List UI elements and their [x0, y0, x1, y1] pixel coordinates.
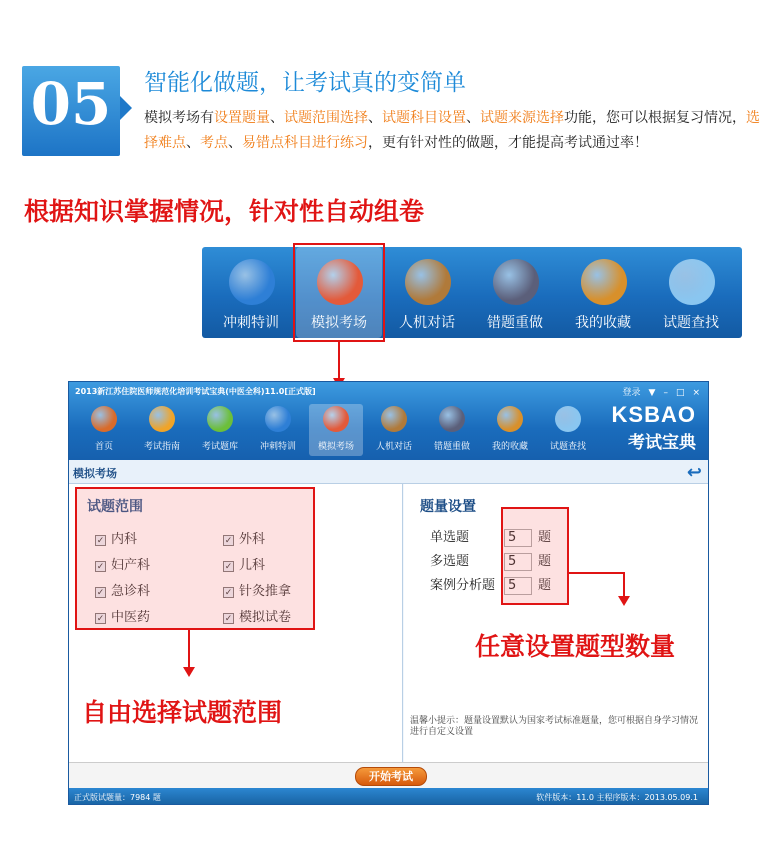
menu-button[interactable]: ▼	[648, 388, 656, 398]
arrow-head	[183, 667, 195, 677]
callout-scope: 自由选择试题范围	[82, 698, 283, 727]
checkbox-icon: ✓	[96, 588, 105, 598]
toolbar-magnifier[interactable]	[541, 404, 595, 456]
toolbar-label: 我的收藏	[491, 442, 528, 452]
quantity-label: 多选题	[430, 554, 470, 569]
scope-checkbox-label: 儿科	[239, 558, 266, 573]
toolbar-label: 模拟考场	[317, 442, 354, 452]
banner-tool-magnifier[interactable]	[648, 247, 734, 338]
scope-checkbox-label: 中医药	[111, 610, 151, 625]
checkbox-icon: ✓	[96, 536, 105, 546]
highlight-text: 易错点科目进行练习	[242, 135, 368, 151]
window-controls	[615, 385, 701, 398]
status-version: 软件版本：11.0 主程序版本：2013.05.09.1	[536, 793, 698, 802]
brand-subname: 考试宝典	[628, 433, 696, 453]
quantity-input[interactable]: 5	[504, 529, 532, 547]
quantity-unit: 题	[538, 530, 552, 545]
home-icon	[91, 406, 117, 432]
section-number-badge	[22, 66, 120, 156]
books-icon	[207, 406, 233, 432]
toolbar-banner	[202, 247, 742, 338]
quantity-label: 单选题	[430, 530, 470, 545]
status-bar	[69, 788, 708, 805]
chess-knight-icon	[405, 259, 451, 305]
footer-bar	[69, 762, 708, 788]
arrow-line	[188, 630, 190, 670]
scope-checkbox-label: 外科	[239, 532, 266, 547]
checkbox-icon: ✓	[224, 614, 233, 624]
status-question-count: 正式版试题量：7984 题	[74, 793, 161, 802]
arrow-line	[623, 572, 625, 598]
highlight-text: 选择难点	[144, 110, 760, 151]
toolbar-clock[interactable]	[309, 404, 363, 456]
maximize-button[interactable]: □	[675, 388, 685, 398]
toolbar-compass[interactable]	[135, 404, 189, 456]
checkbox-icon: ✓	[96, 562, 105, 572]
checkbox-icon: ✓	[224, 536, 233, 546]
banner-tool-label: 人机对话	[399, 315, 455, 331]
breadcrumb-label: 模拟考场	[73, 467, 117, 480]
quantity-label: 案例分析题	[430, 578, 496, 593]
magnifier-icon	[555, 406, 581, 432]
checkbox-icon: ✓	[224, 562, 233, 572]
gift-box-icon	[497, 406, 523, 432]
section-number: 05	[30, 70, 112, 138]
scope-title: 试题范围	[87, 499, 143, 515]
banner-tool-chess-knight[interactable]	[384, 247, 470, 338]
hint-text: 温馨小提示：题量设置默认为国家考试标准题量，您可根据自身学习情况进行自定义设置	[410, 716, 699, 737]
toolbar-books[interactable]	[193, 404, 247, 456]
subtitle: 根据知识掌握情况，针对性自动组卷	[24, 197, 425, 226]
description	[144, 106, 764, 156]
scope-checkbox-label: 内科	[111, 532, 138, 547]
scope-checkbox-label: 针灸推拿	[239, 584, 292, 599]
highlight-text: 试题来源选择	[480, 110, 564, 126]
quantity-input[interactable]: 5	[504, 553, 532, 571]
arrow-head	[618, 596, 630, 606]
globe-icon	[265, 406, 291, 432]
toolbar-label: 试题查找	[549, 442, 586, 452]
headline: 智能化做题，让考试真的变简单	[144, 70, 466, 96]
toolbar-label: 考试指南	[143, 442, 180, 452]
quantity-title: 题量设置	[420, 499, 476, 515]
back-arrow-icon[interactable]: ↩	[686, 462, 702, 483]
highlight-mock-exam	[293, 243, 385, 342]
description-text: 、	[228, 135, 242, 151]
toolbar-gift-box[interactable]	[483, 404, 537, 456]
toolbar-globe[interactable]	[251, 404, 305, 456]
description-text: 、	[270, 110, 284, 126]
checkbox-icon: ✓	[224, 588, 233, 598]
toolbar-home[interactable]	[77, 404, 131, 456]
pen-inkwell-icon	[493, 259, 539, 305]
toolbar-pen-inkwell[interactable]	[425, 404, 479, 456]
banner-tool-pen-inkwell[interactable]	[472, 247, 558, 338]
brand-logo	[612, 402, 696, 453]
banner-tool-label: 冲刺特训	[223, 315, 279, 331]
callout-quantity: 任意设置题型数量	[475, 632, 676, 661]
banner-tool-label: 试题查找	[663, 315, 719, 331]
checkbox-icon: ✓	[96, 614, 105, 624]
toolbar-label: 冲刺特训	[259, 442, 296, 452]
description-text: 模拟考场有	[144, 110, 214, 126]
description-text: 、	[186, 135, 200, 151]
banner-tool-label: 我的收藏	[575, 315, 631, 331]
toolbar-label: 考试题库	[201, 442, 238, 452]
description-text: ，更有针对性的做题，才能提高考试通过率！	[368, 135, 648, 151]
compass-icon	[149, 406, 175, 432]
banner-tool-globe[interactable]	[208, 247, 294, 338]
highlight-text: 试题范围选择	[284, 110, 368, 126]
arrow-line	[569, 572, 624, 574]
highlight-text: 考点	[200, 135, 228, 151]
toolbar-label: 首页	[94, 442, 113, 452]
description-text: 功能，您可以根据复习情况，	[564, 110, 746, 126]
toolbar-chess-knight[interactable]	[367, 404, 421, 456]
login-button[interactable]: 登录	[622, 388, 641, 398]
description-text: 、	[466, 110, 480, 126]
window-title: 2013新江苏住院医师规范化培训考试宝典(中医全科)11.0[正式版]	[75, 387, 316, 396]
toolbar-label: 错题重做	[433, 442, 470, 452]
window-header	[69, 382, 708, 460]
clock-icon	[323, 406, 349, 432]
scope-checkbox-label: 妇产科	[111, 558, 151, 573]
close-button[interactable]: ×	[692, 388, 700, 398]
banner-tool-gift-box[interactable]	[560, 247, 646, 338]
scope-checkbox-label: 急诊科	[111, 584, 151, 599]
toolbar-label: 人机对话	[375, 442, 412, 452]
scope-checkbox-label: 模拟试卷	[239, 610, 292, 625]
banner-tool-label: 模拟考场	[311, 315, 367, 331]
breadcrumb	[69, 460, 708, 484]
scope-highlight	[75, 487, 315, 630]
brand-name: KSBAO	[611, 402, 696, 427]
globe-icon	[229, 259, 275, 305]
magnifier-icon	[669, 259, 715, 305]
highlight-text: 设置题量	[214, 110, 270, 126]
highlight-text: 试题科目设置	[382, 110, 466, 126]
quantity-highlight	[501, 507, 569, 605]
chess-knight-icon	[381, 406, 407, 432]
start-exam-button[interactable]: 开始考试	[355, 767, 427, 786]
quantity-input[interactable]: 5	[504, 577, 532, 595]
pen-inkwell-icon	[439, 406, 465, 432]
banner-tool-label: 错题重做	[487, 315, 543, 331]
quantity-unit: 题	[538, 578, 552, 593]
arrow-line	[338, 342, 340, 382]
description-text: 、	[368, 110, 382, 126]
minimize-button[interactable]: –	[663, 388, 668, 398]
gift-box-icon	[581, 259, 627, 305]
quantity-unit: 题	[538, 554, 552, 569]
